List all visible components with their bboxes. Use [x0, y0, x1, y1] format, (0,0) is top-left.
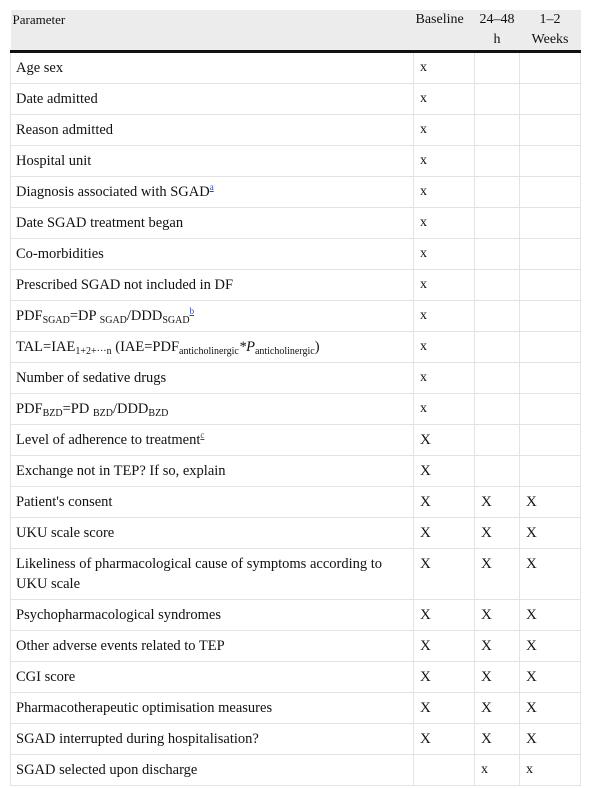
parameter-label: Diagnosis associated with SGAD [16, 184, 210, 200]
parameter-cell [11, 84, 414, 115]
parameter-cell [11, 270, 414, 301]
mark-cell-h24-48 [475, 456, 520, 487]
header-1-2-weeks: 1–2 Weeks [520, 10, 581, 52]
mark-cell-weeks1-2: X [520, 518, 581, 549]
mark-cell-baseline: x [414, 208, 475, 239]
data-collection-table [10, 10, 581, 786]
mark-cell-h24-48: X [475, 549, 520, 600]
mark-cell-h24-48 [475, 84, 520, 115]
mark-cell-baseline: x [414, 270, 475, 301]
parameter-label: Reason admitted [16, 122, 114, 138]
mark-cell-h24-48: X [475, 518, 520, 549]
table-row [11, 239, 581, 270]
parameter-cell [11, 518, 414, 549]
table-row [11, 270, 581, 301]
parameter-cell [11, 394, 414, 425]
formula-text: PDF [16, 308, 43, 324]
mark-cell-weeks1-2 [520, 84, 581, 115]
mark-cell-baseline: x [414, 84, 475, 115]
mark-cell-baseline: x [414, 301, 475, 332]
mark-cell-weeks1-2 [520, 270, 581, 301]
footnote-link[interactable]: a [209, 182, 214, 192]
table-header [11, 10, 581, 52]
mark-cell-weeks1-2: X [520, 724, 581, 755]
mark-cell-baseline: x [414, 363, 475, 394]
mark-cell-h24-48 [475, 363, 520, 394]
parameter-cell [11, 301, 414, 332]
mark-cell-baseline [414, 755, 475, 786]
parameter-cell [11, 332, 414, 363]
table-row [11, 724, 581, 755]
mark-cell-weeks1-2: X [520, 600, 581, 631]
parameter-label: Patient's consent [16, 494, 113, 510]
subscript: BZD [92, 408, 113, 419]
table-row [11, 332, 581, 363]
table-row [11, 549, 581, 600]
mark-cell-h24-48 [475, 52, 520, 84]
mark-cell-weeks1-2: x [520, 755, 581, 786]
mark-cell-weeks1-2 [520, 177, 581, 208]
table-row [11, 425, 581, 456]
mark-cell-weeks1-2: X [520, 662, 581, 693]
subscript: BZD [42, 408, 63, 419]
mark-cell-baseline: x [414, 394, 475, 425]
mark-cell-h24-48: X [475, 487, 520, 518]
parameter-cell [11, 693, 414, 724]
mark-cell-weeks1-2 [520, 394, 581, 425]
parameter-cell [11, 456, 414, 487]
mark-cell-baseline: x [414, 146, 475, 177]
mark-cell-h24-48 [475, 208, 520, 239]
mark-cell-baseline: X [414, 549, 475, 600]
subscript: anticholinergic [254, 346, 315, 357]
header-24-48h: 24–48 h [475, 10, 520, 52]
mark-cell-weeks1-2 [520, 146, 581, 177]
subscript: SGAD [162, 315, 190, 326]
mark-cell-h24-48 [475, 332, 520, 363]
mark-cell-h24-48 [475, 270, 520, 301]
formula-text: /DDD [126, 308, 163, 324]
parameter-label: SGAD interrupted during hospitalisation? [16, 731, 259, 747]
mark-cell-weeks1-2 [520, 115, 581, 146]
table-body [11, 52, 581, 786]
parameter-label: UKU scale score [16, 525, 115, 541]
parameter-label: Date SGAD treatment began [16, 215, 184, 231]
formula-text: =DP [69, 308, 100, 324]
parameter-cell [11, 146, 414, 177]
parameter-label: Number of sedative drugs [16, 370, 167, 386]
mark-cell-weeks1-2 [520, 363, 581, 394]
mark-cell-h24-48 [475, 239, 520, 270]
mark-cell-baseline: X [414, 631, 475, 662]
table-row [11, 755, 581, 786]
mark-cell-baseline: X [414, 662, 475, 693]
mark-cell-weeks1-2: X [520, 693, 581, 724]
mark-cell-weeks1-2 [520, 208, 581, 239]
mark-cell-weeks1-2 [520, 332, 581, 363]
formula-text: TAL=IAE [16, 339, 76, 355]
parameter-cell [11, 177, 414, 208]
mark-cell-h24-48: X [475, 724, 520, 755]
mark-cell-baseline: X [414, 724, 475, 755]
table-row [11, 456, 581, 487]
subscript: anticholinergic [179, 346, 239, 357]
mark-cell-h24-48 [475, 394, 520, 425]
formula-text: ) [314, 339, 320, 355]
parameter-cell [11, 208, 414, 239]
table-row [11, 301, 581, 332]
parameter-label: Co-morbidities [16, 246, 104, 262]
parameter-label: Exchange not in TEP? If so, explain [16, 463, 226, 479]
mark-cell-h24-48 [475, 301, 520, 332]
table-row [11, 177, 581, 208]
parameter-cell [11, 755, 414, 786]
formula-text: *P [238, 339, 255, 355]
mark-cell-h24-48: x [475, 755, 520, 786]
parameter-cell [11, 115, 414, 146]
parameter-label: Age sex [16, 60, 64, 76]
table-row [11, 487, 581, 518]
mark-cell-h24-48: X [475, 600, 520, 631]
mark-cell-baseline: x [414, 52, 475, 84]
mark-cell-baseline: X [414, 425, 475, 456]
footnote-link[interactable]: c [200, 430, 205, 440]
mark-cell-weeks1-2: X [520, 631, 581, 662]
table-row [11, 394, 581, 425]
parameter-label: Pharmacotherapeutic optimisation measures [16, 700, 273, 716]
formula-text: =PD [62, 401, 93, 417]
parameter-label: Prescribed SGAD not included in DF [16, 277, 234, 293]
parameter-label: Psychopharmacological syndromes [16, 607, 221, 623]
mark-cell-baseline: X [414, 518, 475, 549]
parameter-cell [11, 631, 414, 662]
mark-cell-h24-48: X [475, 693, 520, 724]
parameter-label: Likeliness of pharmacological cause of symptoms according to UKU scale [16, 556, 383, 592]
mark-cell-h24-48 [475, 146, 520, 177]
mark-cell-weeks1-2 [520, 52, 581, 84]
data-collection-table-container [10, 10, 580, 786]
header-parameter: Parameter [11, 10, 414, 52]
mark-cell-h24-48: X [475, 631, 520, 662]
parameter-cell [11, 487, 414, 518]
mark-cell-baseline: X [414, 693, 475, 724]
table-row [11, 115, 581, 146]
table-row [11, 52, 581, 84]
parameter-label: Other adverse events related to TEP [16, 638, 225, 654]
parameter-label: Hospital unit [16, 153, 92, 169]
parameter-cell [11, 549, 414, 600]
header-row [11, 10, 581, 52]
table-row [11, 631, 581, 662]
parameter-cell [11, 600, 414, 631]
mark-cell-h24-48 [475, 177, 520, 208]
mark-cell-weeks1-2 [520, 425, 581, 456]
parameter-label: SGAD selected upon discharge [16, 762, 198, 778]
table-row [11, 600, 581, 631]
table-row [11, 84, 581, 115]
subscript: 1+2+···n [75, 346, 112, 357]
mark-cell-baseline: x [414, 332, 475, 363]
mark-cell-baseline: x [414, 115, 475, 146]
table-row [11, 208, 581, 239]
subscript: BZD [148, 408, 169, 419]
formula-text: (IAE=PDF [111, 339, 180, 355]
mark-cell-baseline: x [414, 239, 475, 270]
mark-cell-weeks1-2: X [520, 487, 581, 518]
mark-cell-weeks1-2: X [520, 549, 581, 600]
parameter-label: Level of adherence to treatment [16, 432, 201, 448]
mark-cell-h24-48: X [475, 662, 520, 693]
mark-cell-baseline: X [414, 456, 475, 487]
parameter-label: CGI score [16, 669, 76, 685]
table-row [11, 693, 581, 724]
mark-cell-h24-48 [475, 425, 520, 456]
parameter-cell [11, 425, 414, 456]
header-baseline: Baseline [414, 10, 475, 52]
parameter-cell [11, 662, 414, 693]
mark-cell-baseline: X [414, 600, 475, 631]
mark-cell-weeks1-2 [520, 456, 581, 487]
mark-cell-weeks1-2 [520, 239, 581, 270]
mark-cell-baseline: x [414, 177, 475, 208]
subscript: SGAD [42, 315, 70, 326]
parameter-cell [11, 363, 414, 394]
mark-cell-baseline: X [414, 487, 475, 518]
table-row [11, 146, 581, 177]
mark-cell-h24-48 [475, 115, 520, 146]
footnote-link[interactable]: b [189, 306, 195, 316]
subscript: SGAD [99, 315, 127, 326]
parameter-label: Date admitted [16, 91, 98, 107]
mark-cell-weeks1-2 [520, 301, 581, 332]
table-row [11, 518, 581, 549]
parameter-cell [11, 239, 414, 270]
formula-text: PDF [16, 401, 43, 417]
table-row [11, 662, 581, 693]
parameter-cell [11, 724, 414, 755]
formula-text: /DDD [112, 401, 149, 417]
parameter-cell [11, 52, 414, 84]
table-row [11, 363, 581, 394]
